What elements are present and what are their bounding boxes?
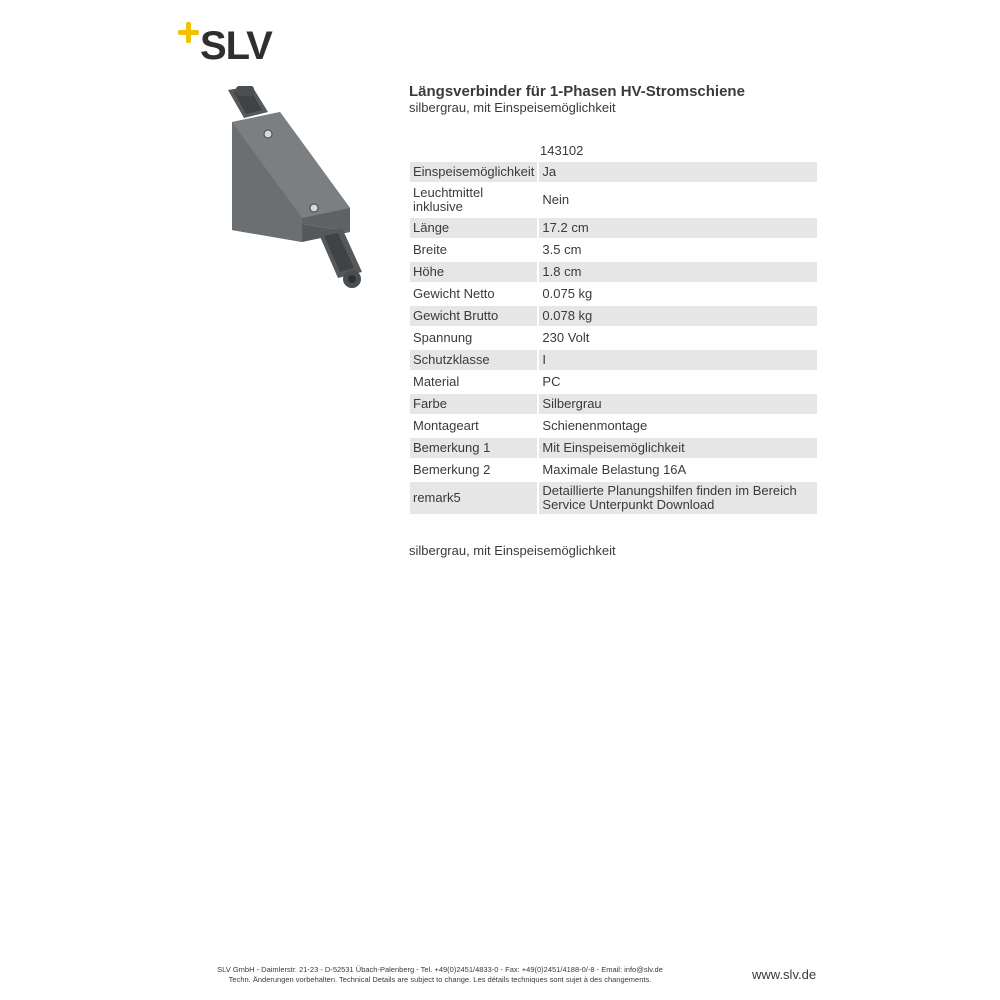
spec-key: Gewicht Netto bbox=[413, 286, 495, 301]
spec-value: Ja bbox=[539, 162, 817, 182]
spec-key: Schutzklasse bbox=[410, 350, 537, 370]
spec-value: 0.075 kg bbox=[542, 286, 593, 301]
spec-key: Spannung bbox=[413, 330, 473, 345]
footer-line-1: SLV GmbH - Daimlerstr. 21-23 - D-52531 Übach-Palenberg - Tel. +49(0)2451/4833-0 - Fax: +49(0)2451/4188-0/-8 - Email: info@slv.de bbox=[217, 965, 663, 974]
spec-row bbox=[410, 240, 817, 260]
spec-key: Farbe bbox=[410, 394, 537, 414]
spec-value: 230 Volt bbox=[542, 330, 590, 345]
spec-value: Nein bbox=[542, 192, 570, 207]
spec-row bbox=[410, 438, 817, 458]
spec-key: Material bbox=[413, 374, 460, 389]
footer-line-2: Techn. Änderungen vorbehalten. Technical Details are subject to change. Les détails techniques sont sujet à des changements. bbox=[228, 975, 652, 984]
product-image bbox=[222, 82, 372, 297]
article-number: 143102 bbox=[540, 143, 584, 158]
spec-value: 17.2 cm bbox=[539, 218, 817, 238]
website-link[interactable]: www.slv.de bbox=[752, 967, 817, 982]
spec-value: 1.8 cm bbox=[539, 262, 817, 282]
spec-value: Schienenmontage bbox=[542, 418, 648, 433]
logo-wordmark: SLV bbox=[200, 24, 272, 68]
spec-key: Höhe bbox=[410, 262, 537, 282]
spec-row bbox=[410, 328, 817, 348]
spec-key: Bemerkung 1 bbox=[410, 438, 537, 458]
spec-value: Detaillierte Planungshilfen finden im Bereich Service Unterpunkt Download bbox=[539, 482, 817, 514]
spec-value: 0.078 kg bbox=[539, 306, 817, 326]
spec-key: Breite bbox=[413, 242, 447, 257]
spec-row bbox=[410, 284, 817, 304]
spec-row bbox=[410, 416, 817, 436]
spec-value: 3.5 cm bbox=[542, 242, 582, 257]
product-title: Längsverbinder für 1-Phasen HV-Stromschiene bbox=[409, 83, 745, 100]
spec-key: Länge bbox=[410, 218, 537, 238]
spec-row bbox=[410, 460, 817, 480]
spec-row bbox=[410, 482, 817, 514]
spec-row bbox=[410, 394, 817, 414]
spec-value: Maximale Belastung 16A bbox=[542, 462, 687, 477]
spec-key: Gewicht Brutto bbox=[410, 306, 537, 326]
spec-key: remark5 bbox=[410, 482, 537, 514]
spec-row bbox=[410, 218, 817, 238]
product-description: silbergrau, mit Einspeisemöglichkeit bbox=[409, 543, 616, 558]
spec-key: Bemerkung 2 bbox=[413, 462, 491, 477]
spec-row bbox=[410, 184, 817, 216]
spec-row bbox=[410, 350, 817, 370]
slv-logo bbox=[178, 22, 288, 72]
spec-row bbox=[410, 162, 817, 182]
spec-key: Leuchtmittel inklusive bbox=[413, 185, 484, 214]
footer-address bbox=[160, 965, 720, 985]
spec-row bbox=[410, 306, 817, 326]
spec-value: Silbergrau bbox=[539, 394, 817, 414]
logo-spark-icon bbox=[178, 22, 200, 44]
spec-key: Einspeisemöglichkeit bbox=[410, 162, 537, 182]
spec-value: PC bbox=[542, 374, 561, 389]
spec-row bbox=[410, 262, 817, 282]
spec-row bbox=[410, 372, 817, 392]
spec-key: Montageart bbox=[413, 418, 479, 433]
spec-table bbox=[408, 160, 819, 516]
spec-value: I bbox=[539, 350, 817, 370]
product-subtitle: silbergrau, mit Einspeisemöglichkeit bbox=[409, 100, 616, 115]
spec-value: Mit Einspeisemöglichkeit bbox=[539, 438, 817, 458]
